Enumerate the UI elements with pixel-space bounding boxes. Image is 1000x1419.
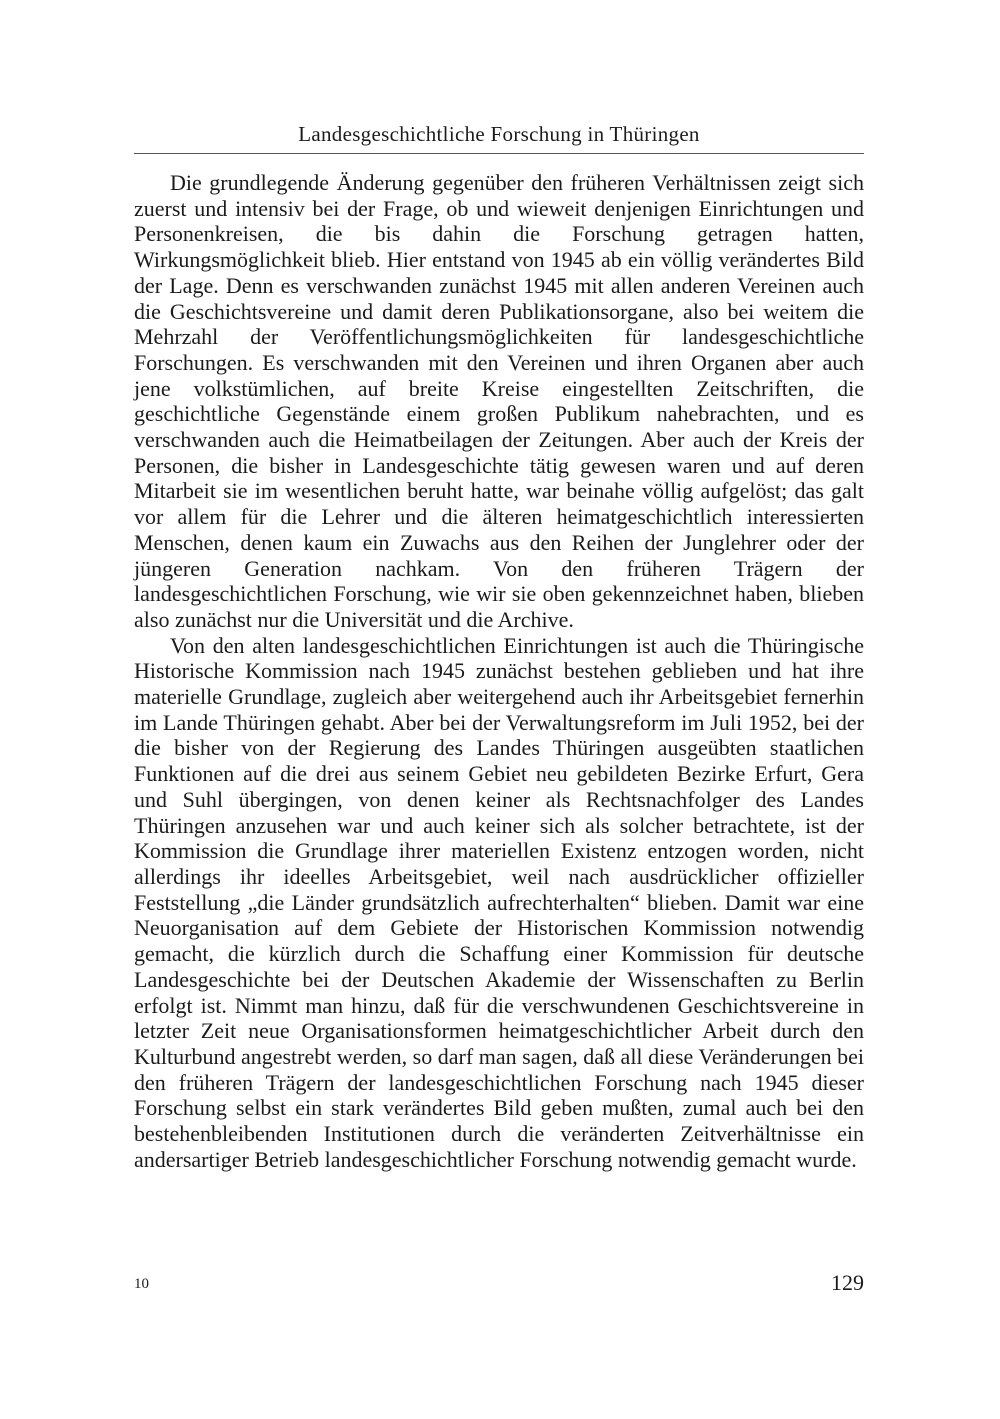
paragraph: Von den alten landesgeschichtlichen Einrichtungen ist auch die Thüringische Historische Kommission nach 1945 zunächst bestehen geblieben und hat ihre materielle Grundlage, zugleich aber weitergehend auch ihr Arbeitsgebiet fernerhin im Lande Thüringen gehabt. Aber bei der Verwaltungsreform im Juli 1952, bei der die bisher von der Regierung des Landes Thüringen ausgeübten staatlichen Funktionen auf die drei aus seinem Gebiet neu gebildeten Bezirke Erfurt, Gera und Suhl übergingen, von denen keiner als Rechtsnachfolger des Landes Thüringen anzusehen war und auch keiner sich als solcher betrachtete, ist der Kommission die Grundlage ihrer materiellen Existenz entzogen worden, nicht allerdings ihr ideelles Arbeitsgebiet, weil nach ausdrücklicher offizieller Feststellung „die Länder grundsätzlich aufrechterhalten“ blieben. Damit war eine Neuorganisation auf dem Gebiete der Historischen Kommission notwendig gemacht, die kürzlich durch die Schaffung einer Kommission für deutsche Landesgeschichte bei der Deutschen Akademie der Wissenschaften zu Berlin erfolgt ist. Nimmt man hinzu, daß für die verschwundenen Geschichtsvereine in letzter Zeit neue Organisationsformen heimatgeschichtlicher Arbeit durch den Kulturbund angestrebt werden, so darf man sagen, daß all diese Veränderungen bei den früheren Trägern der landesgeschichtlichen Forschung nach 1945 dieser Forschung selbst ein stark verändertes Bild geben mußten, zumal auch bei den bestehenbleibenden Institutionen durch die veränderten Zeitverhältnisse ein andersartiger Betrieb landesgeschichtlicher Forschung notwendig gemacht wurde. xyxy=(134,632,864,1172)
page-number: 129 xyxy=(831,1270,864,1295)
printer-signature: 10 xyxy=(134,1276,149,1292)
body-text xyxy=(134,170,864,1172)
paragraph: Die grundlegende Änderung gegenüber den früheren Verhältnissen zeigt sich zuerst und intensiv bei der Frage, ob und wieweit denjenigen Einrichtungen und Personenkreisen, die bis dahin die Forschung getragen hatten, Wirkungsmöglichkeit blieb. Hier entstand von 1945 ab ein völlig verändertes Bild der Lage. Denn es verschwanden zunächst 1945 mit allen anderen Vereinen auch die Geschichtsvereine und damit deren Publikationsorgane, also bei weitem die Mehrzahl der Veröffentlichungsmöglichkeiten für landesgeschichtliche Forschungen. Es verschwanden mit den Vereinen und ihren Organen aber auch jene volkstümlichen, auf breite Kreise eingestellten Zeitschriften, die geschichtliche Gegenstände einem großen Publikum nahebrachten, und es verschwanden auch die Heimatbeilagen der Zeitungen. Aber auch der Kreis der Personen, die bisher in Landesgeschichte tätig gewesen waren und auf deren Mitarbeit sie im wesentlichen beruht hatte, war beinahe völlig aufgelöst; das galt vor allem für die Lehrer und die älteren heimatgeschichtlich interessierten Menschen, denen kaum ein Zuwachs aus den Reihen der Junglehrer oder der jüngeren Generation nachkam. Von den früheren Trägern der landesgeschichtlichen Forschung, wie wir sie oben gekennzeichnet haben, blieben also zunächst nur die Universität und die Archive. xyxy=(134,170,864,632)
running-head: Landesgeschichtliche Forschung in Thüringen xyxy=(298,122,700,146)
header-rule xyxy=(134,153,864,154)
